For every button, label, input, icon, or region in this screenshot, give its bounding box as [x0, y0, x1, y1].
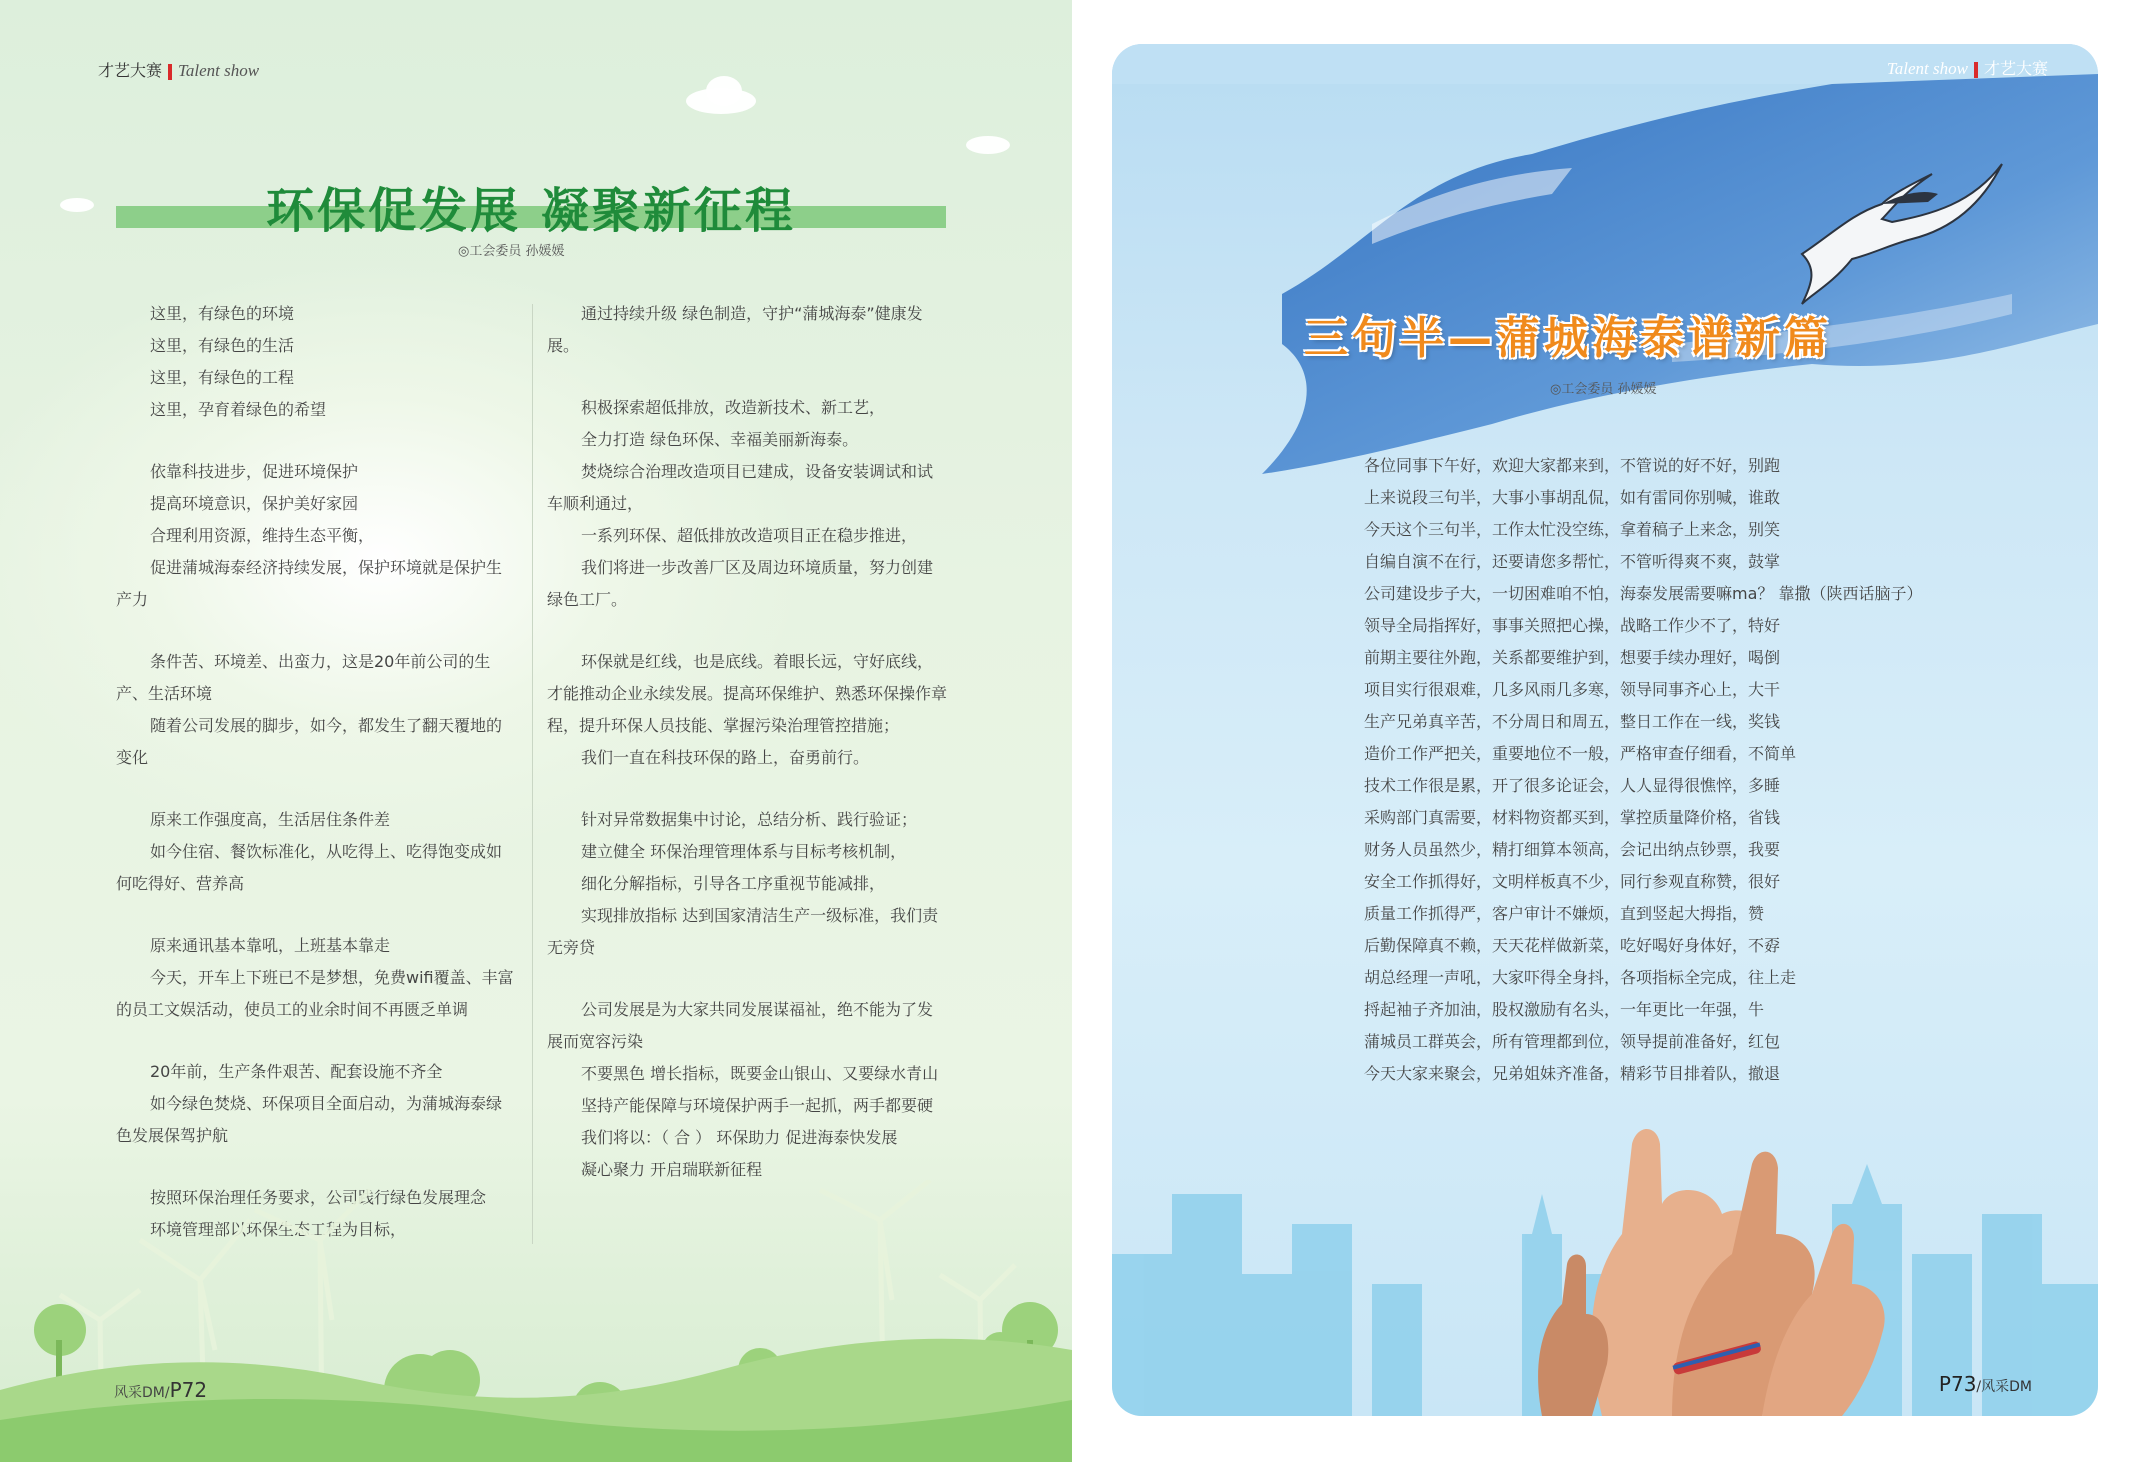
header-en-title: Talent show — [1886, 59, 1968, 78]
poem-line: 公司建设步子大，一切困难咱不怕，海泰发展需要嘛ma？ 靠撒（陕西话脑子） — [1364, 584, 1923, 603]
page-number: P72 — [169, 1378, 208, 1402]
poem-line: 各位同事下午好，欢迎大家都来到，不管说的好不好，别跑 — [1364, 456, 1781, 475]
body-paragraph: 实现排放指标 达到国家清洁生产一级标准，我们责无旁贷 — [547, 906, 939, 957]
paragraph-gap — [116, 1026, 516, 1056]
body-paragraph: 焚烧综合治理改造项目已建成，设备安装调试和试车顺利通过， — [547, 462, 934, 513]
cloud-decoration — [60, 198, 94, 212]
paragraph-gap — [547, 774, 947, 804]
poem-line: 领导全局指挥好，事事关照把心操，战略工作少不了，特好 — [1364, 616, 1781, 635]
text-column-2 — [547, 298, 947, 1186]
body-paragraph: 提高环境意识，保护美好家园 — [150, 494, 359, 513]
paragraph-gap — [547, 616, 947, 646]
poem-line: 蒲城员工群英会，所有管理都到位，领导提前准备好，红包 — [1364, 1032, 1781, 1051]
left-page-header — [98, 58, 259, 81]
column-divider — [532, 304, 533, 1244]
cloud-decoration — [966, 136, 1010, 154]
body-paragraph: 我们将以：（ 合 ） 环保助力 促进海泰快发展 — [581, 1128, 898, 1147]
body-paragraph: 细化分解指标，引导各工序重视节能减排， — [581, 874, 886, 893]
poem-line: 生产兄弟真辛苦，不分周日和周五，整日工作在一线，奖钱 — [1364, 712, 1781, 731]
poem-line: 今天这个三句半，工作太忙没空练，拿着稿子上来念，别笑 — [1364, 520, 1781, 539]
body-paragraph: 我们一直在科技环保的路上，奋勇前行。 — [581, 748, 870, 767]
header-divider-bar — [168, 64, 172, 80]
body-paragraph: 随着公司发展的脚步，如今，都发生了翻天覆地的变化 — [116, 716, 503, 767]
paragraph-gap — [116, 900, 516, 930]
body-paragraph: 积极探索超低排放，改造新技术、新工艺， — [581, 398, 886, 417]
body-paragraph: 条件苦、环境差、出蛮力，这是20年前公司的生产、生活环境 — [116, 652, 491, 703]
body-paragraph: 全力打造 绿色环保、幸福美丽新海泰。 — [581, 430, 859, 449]
body-paragraph: 建立健全 环保治理管理体系与目标考核机制， — [581, 842, 907, 861]
body-paragraph: 这里，有绿色的环境 — [150, 304, 295, 323]
right-page — [1112, 44, 2098, 1416]
thumbs-up-hands-icon — [1538, 1129, 1885, 1416]
body-paragraph: 环保就是红线，也是底线。着眼长远，守好底线，才能推动企业永续发展。提高环保维护、熟悉环保操作章程，提升环保人员技能、掌握污染治理管控措施； — [547, 652, 948, 735]
body-paragraph: 我们将进一步改善厂区及周边环境质量，努力创建绿色工厂。 — [547, 558, 934, 609]
body-paragraph: 20年前，生产条件艰苦、配套设施不齐全 — [150, 1062, 443, 1081]
article-byline: ◎工会委员 孙媛媛 — [458, 244, 565, 259]
poem-line: 质量工作抓得严，客户审计不嫌烦，直到竖起大拇指，赞 — [1364, 904, 1765, 923]
body-paragraph: 如今绿色焚烧、环保项目全面启动，为蒲城海泰绿色发展保驾护航 — [116, 1094, 503, 1145]
green-landscape-illustration — [0, 1180, 1072, 1462]
article-title: 环保促发展 凝聚新征程 — [266, 183, 796, 239]
paragraph-gap — [116, 426, 516, 456]
body-paragraph: 原来工作强度高，生活居住条件差 — [150, 810, 391, 829]
poem-line: 上来说段三句半，大事小事胡乱侃，如有雷同你别喊，谁敢 — [1364, 488, 1781, 507]
article-byline: ◎工会委员 孙媛媛 — [1550, 382, 1657, 397]
footer-label: 风采DM — [114, 1385, 165, 1401]
body-paragraph: 按照环保治理任务要求，公司践行绿色发展理念 — [150, 1188, 487, 1207]
paragraph-gap — [116, 774, 516, 804]
body-paragraph: 环境管理部以环保生态工程为目标， — [150, 1220, 407, 1239]
poem-line: 前期主要往外跑，关系都要维护到，想要手续办理好，喝倒 — [1364, 648, 1781, 667]
poem-text — [1364, 450, 2004, 1090]
body-paragraph: 原来通讯基本靠吼，上班基本靠走 — [150, 936, 391, 955]
poem-line: 技术工作很是累，开了很多论证会，人人显得很憔悴，多睡 — [1364, 776, 1781, 795]
header-cn-title: 才艺大赛 — [98, 61, 163, 80]
body-paragraph: 这里，孕育着绿色的希望 — [150, 400, 327, 419]
poem-line: 后勤保障真不赖，天天花样做新菜，吃好喝好身体好，不孬 — [1364, 936, 1781, 955]
header-divider-bar — [1974, 62, 1978, 78]
body-paragraph: 这里，有绿色的工程 — [150, 368, 295, 387]
body-paragraph: 促进蒲城海泰经济持续发展，保护环境就是保护生产力 — [116, 558, 503, 609]
poem-line: 胡总经理一声吼，大家吓得全身抖，各项指标全完成，往上走 — [1364, 968, 1797, 987]
body-paragraph: 今天，开车上下班已不是梦想，免费wifi覆盖、丰富的员工文娱活动，使员工的业余时间不再匮乏单调 — [116, 968, 514, 1019]
text-column-1 — [116, 298, 516, 1246]
poem-line: 安全工作抓得好，文明样板真不少，同行参观直称赞，很好 — [1364, 872, 1781, 891]
body-paragraph: 公司发展是为大家共同发展谋福祉，绝不能为了发展而宽容污染 — [547, 1000, 934, 1051]
body-paragraph: 一系列环保、超低排放改造项目正在稳步推进， — [581, 526, 918, 545]
blue-brush-stroke — [1112, 44, 2098, 504]
right-page-header — [1887, 56, 2048, 79]
paragraph-gap — [547, 964, 947, 994]
city-skyline-illustration — [1112, 1084, 2098, 1416]
poem-line: 自编自演不在行，还要请您多帮忙，不管听得爽不爽，鼓掌 — [1364, 552, 1781, 571]
poem-line: 财务人员虽然少，精打细算本领高，会记出纳点钞票，我要 — [1364, 840, 1781, 859]
right-page-footer: P73/风采DM — [1938, 1372, 2032, 1396]
body-paragraph: 凝心聚力 开启瑞联新征程 — [581, 1160, 763, 1179]
body-paragraph: 这里，有绿色的生活 — [150, 336, 295, 355]
footer-label: 风采DM — [1981, 1379, 2032, 1395]
body-paragraph: 针对异常数据集中讨论，总结分析、践行验证； — [581, 810, 918, 829]
poem-line: 项目实行很艰难，几多风雨几多寒，领导同事齐心上，大干 — [1364, 680, 1781, 699]
body-paragraph: 不要黑色 增长指标，既要金山银山、又要绿水青山 — [581, 1064, 939, 1083]
header-en-title: Talent show — [178, 61, 260, 80]
cloud-decoration — [706, 76, 742, 106]
body-paragraph: 坚持产能保障与环境保护两手一起抓，两手都要硬 — [581, 1096, 934, 1115]
article-title: 三句半—蒲城海泰谱新篇 — [1304, 313, 1832, 364]
poem-line: 今天大家来聚会，兄弟姐妹齐准备，精彩节目排着队，撤退 — [1364, 1064, 1781, 1083]
paragraph-gap — [547, 362, 947, 392]
body-paragraph: 通过持续升级 绿色制造，守护“蒲城海泰”健康发展。 — [547, 304, 923, 355]
poem-line: 造价工作严把关，重要地位不一般，严格审查仔细看，不简单 — [1364, 744, 1797, 763]
poem-line: 捋起袖子齐加油，股权激励有名头，一年更比一年强，牛 — [1364, 1000, 1765, 1019]
left-page-footer: 风采DM/P72 — [114, 1378, 208, 1402]
paragraph-gap — [116, 616, 516, 646]
paragraph-gap — [116, 1152, 516, 1182]
poem-line: 采购部门真需要，材料物资都买到，掌控质量降价格，省钱 — [1364, 808, 1781, 827]
header-cn-title: 才艺大赛 — [1983, 59, 2048, 78]
body-paragraph: 如今住宿、餐饮标准化，从吃得上、吃得饱变成如何吃得好、营养高 — [116, 842, 503, 893]
page-number: P73 — [1938, 1372, 1977, 1396]
body-paragraph: 合理利用资源，维持生态平衡， — [150, 526, 375, 545]
body-paragraph: 依靠科技进步，促进环境保护 — [150, 462, 359, 481]
